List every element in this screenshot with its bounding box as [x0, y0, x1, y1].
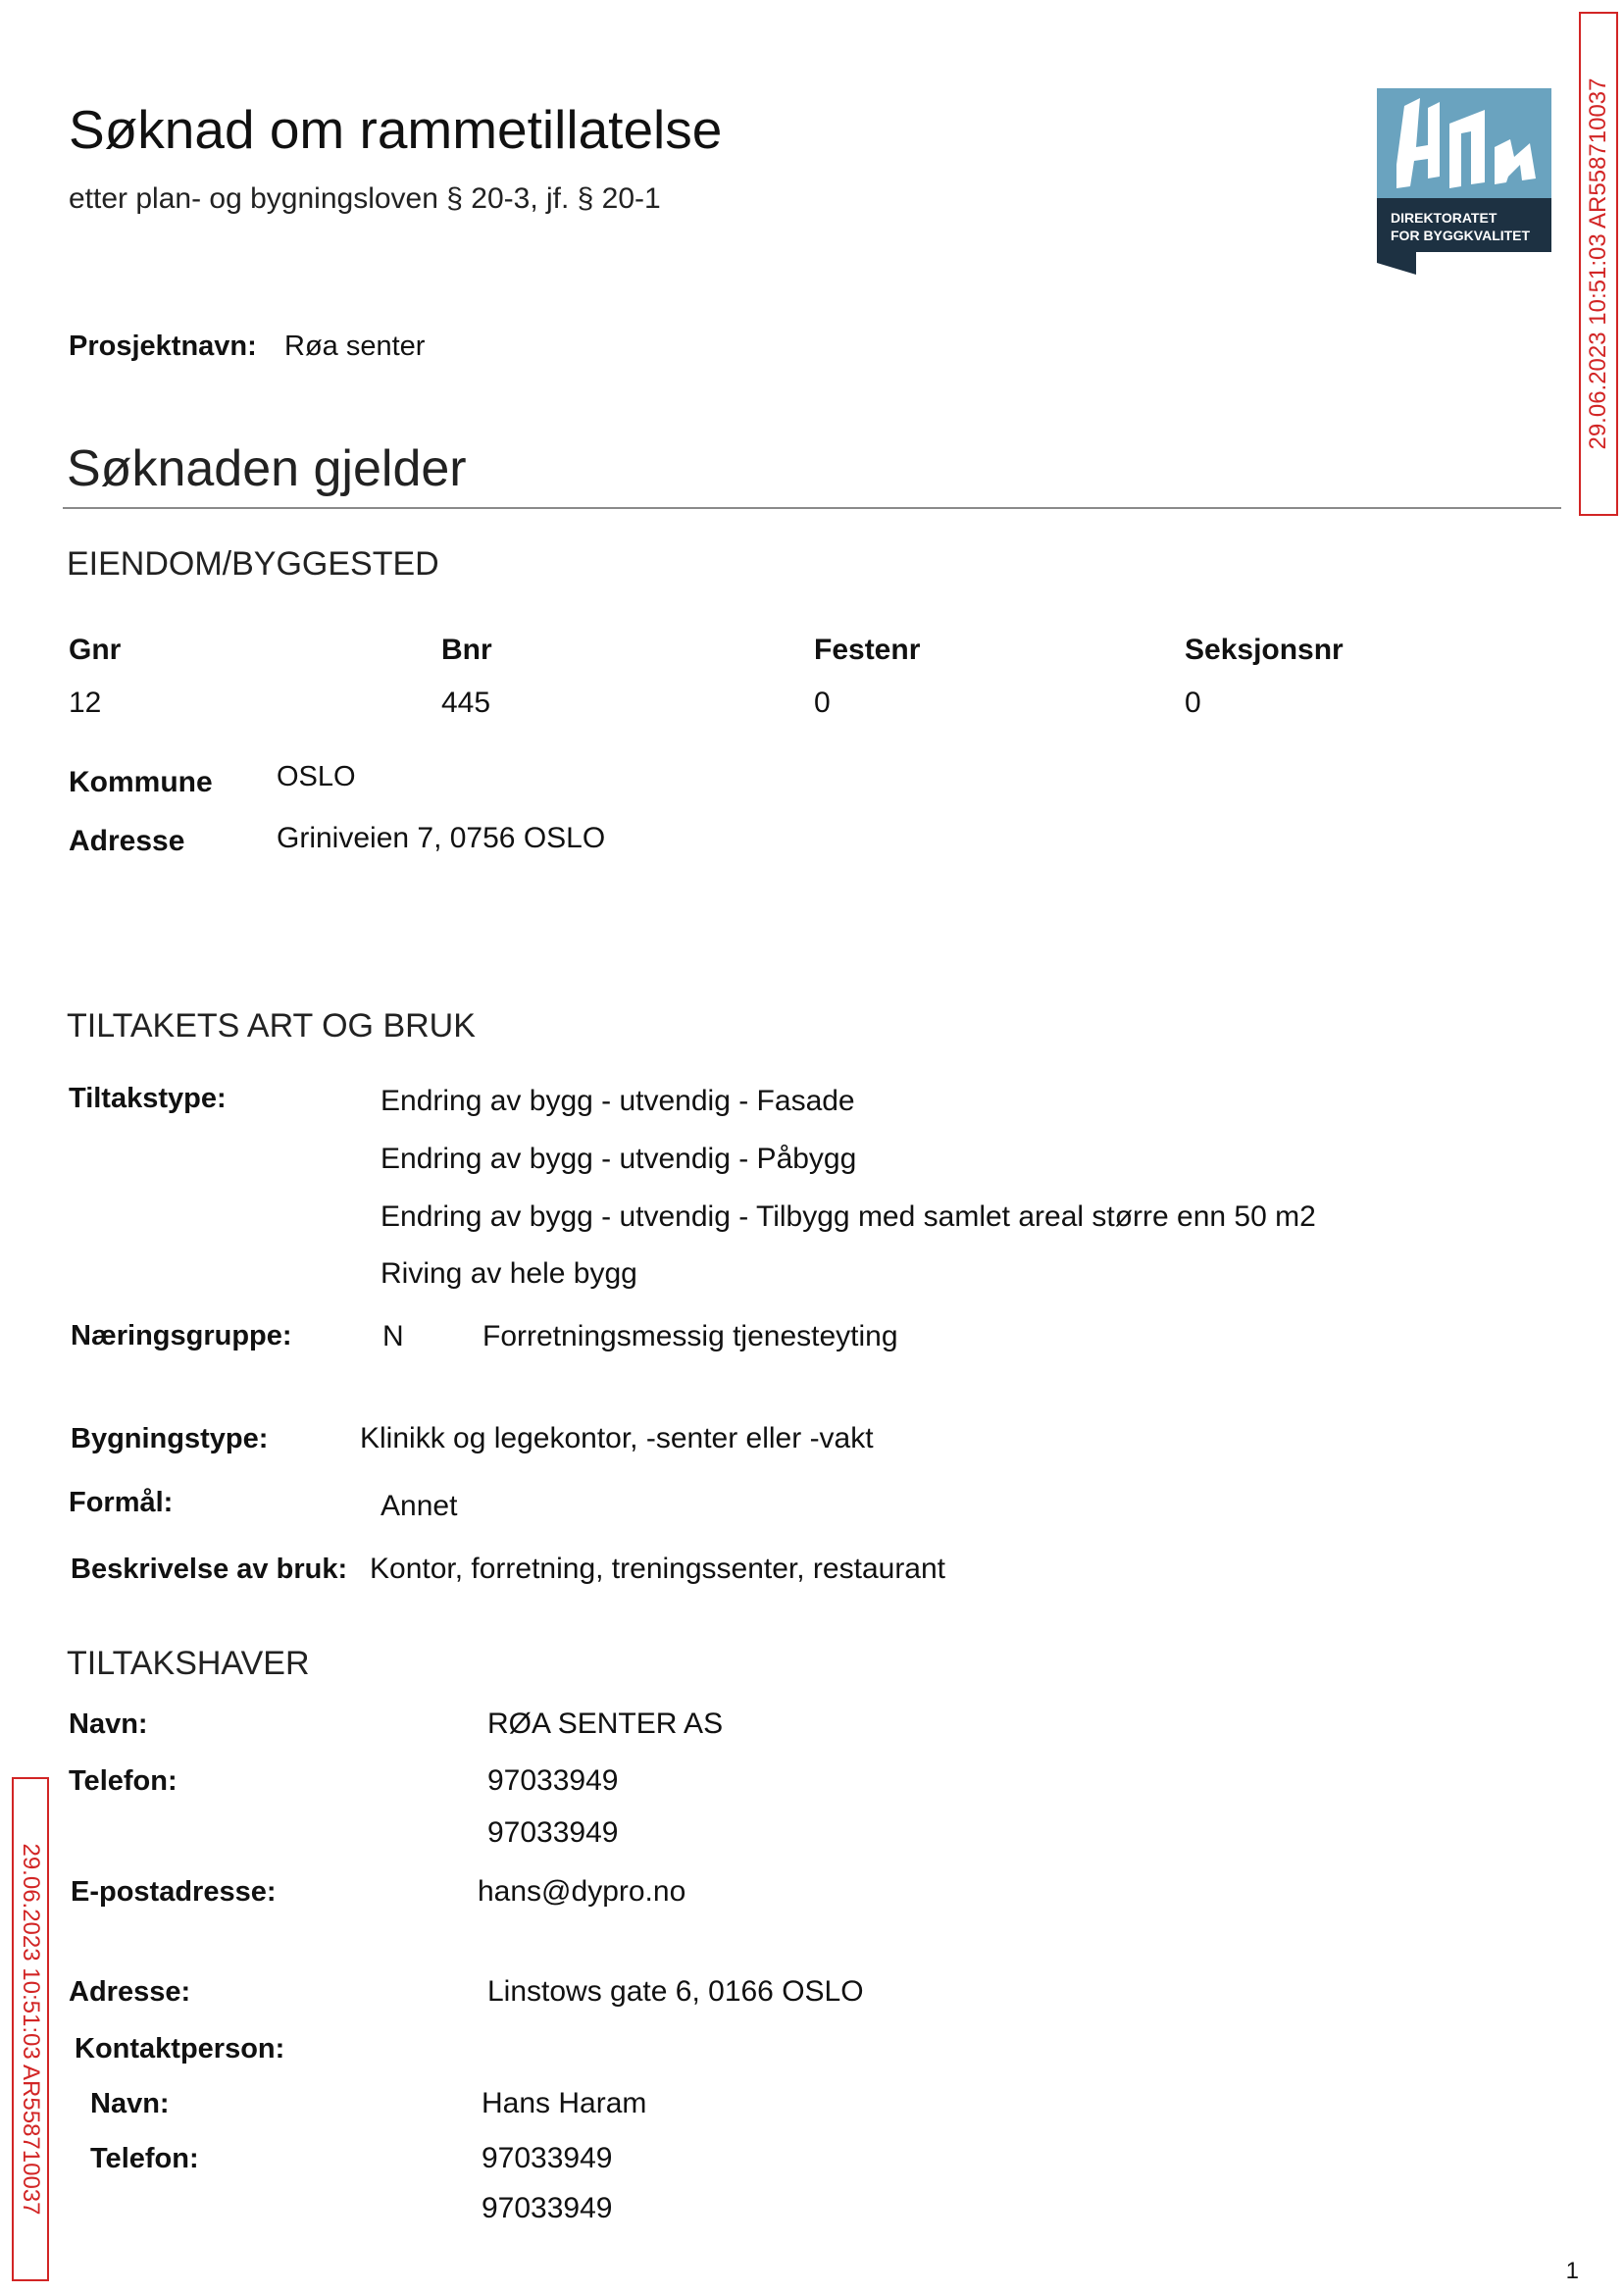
naeringsgruppe-code: N	[382, 1320, 404, 1352]
kontakt-navn-label: Navn:	[90, 2088, 170, 2119]
naeringsgruppe-label: Næringsgruppe:	[71, 1320, 292, 1351]
epost-value: hans@dypro.no	[478, 1875, 686, 1908]
festenr-label: Festenr	[814, 634, 921, 666]
section-title: Søknaden gjelder	[67, 440, 467, 497]
beskrivelse-bruk-label: Beskrivelse av bruk:	[71, 1554, 348, 1585]
tiltak-heading: TILTAKETS ART OG BRUK	[67, 1007, 476, 1045]
formal-value: Annet	[381, 1490, 458, 1522]
naeringsgruppe-value: Forretningsmessig tjenesteyting	[482, 1320, 898, 1352]
kontaktperson-label: Kontaktperson:	[75, 2033, 285, 2065]
seksjonsnr-label: Seksjonsnr	[1185, 634, 1344, 666]
page-title: Søknad om rammetillatelse	[69, 99, 723, 160]
received-stamp-bottom	[12, 1777, 49, 2281]
tiltakstype-item: Endring av bygg - utvendig - Tilbygg med samlet areal større enn 50 m2	[381, 1200, 1316, 1233]
received-stamp-top	[1579, 12, 1618, 516]
bygningstype-value: Klinikk og legekontor, -senter eller -vakt	[360, 1422, 874, 1454]
tiltakshaver-adresse-label: Adresse:	[69, 1976, 191, 2008]
bnr-label: Bnr	[441, 634, 492, 666]
page-number: 1	[1565, 2258, 1579, 2284]
seksjonsnr-value: 0	[1185, 687, 1201, 719]
tiltakshaver-navn-value: RØA SENTER AS	[487, 1708, 724, 1740]
logo-line1: DIREKTORATET	[1391, 210, 1497, 226]
epost-label: E-postadresse:	[71, 1876, 277, 1908]
project-value: Røa senter	[284, 331, 426, 362]
tiltakshaver-telefon-value: 97033949	[487, 1764, 619, 1797]
tiltakshaver-navn-label: Navn:	[69, 1708, 148, 1740]
festenr-value: 0	[814, 687, 831, 719]
gnr-value: 12	[69, 687, 102, 719]
project-label: Prosjektnavn:	[69, 331, 257, 362]
kontakt-navn-value: Hans Haram	[482, 2087, 647, 2119]
section-divider	[63, 507, 1561, 509]
tiltakshaver-heading: TILTAKSHAVER	[67, 1645, 310, 1682]
dibk-logo	[1377, 88, 1551, 275]
stamp-text: 29.06.2023 10:51:03 AR558710037	[1585, 77, 1611, 450]
kommune-label: Kommune	[69, 766, 213, 798]
beskrivelse-bruk-value: Kontor, forretning, treningssenter, restaurant	[370, 1553, 946, 1585]
adresse-value: Griniveien 7, 0756 OSLO	[277, 822, 606, 854]
adresse-label: Adresse	[69, 825, 185, 857]
logo-line2: FOR BYGGKVALITET	[1391, 228, 1531, 243]
tiltakshaver-telefon-value: 97033949	[487, 1816, 619, 1849]
tiltakstype-item: Riving av hele bygg	[381, 1257, 637, 1290]
bnr-value: 445	[441, 687, 491, 719]
bygningstype-label: Bygningstype:	[71, 1423, 269, 1454]
kommune-value: OSLO	[277, 761, 356, 792]
kontakt-telefon-value: 97033949	[482, 2142, 613, 2174]
eiendom-heading: EIENDOM/BYGGESTED	[67, 545, 439, 583]
page-subtitle: etter plan- og bygningsloven § 20-3, jf. § 20-1	[69, 182, 661, 215]
tiltakstype-item: Endring av bygg - utvendig - Fasade	[381, 1085, 855, 1117]
tiltakshaver-adresse-value: Linstows gate 6, 0166 OSLO	[487, 1975, 864, 2008]
gnr-label: Gnr	[69, 634, 122, 666]
tiltakstype-label: Tiltakstype:	[69, 1083, 227, 1114]
kontakt-telefon-label: Telefon:	[90, 2143, 199, 2174]
stamp-text: 29.06.2023 10:51:03 AR558710037	[18, 1843, 44, 2216]
kontakt-telefon-value: 97033949	[482, 2192, 613, 2224]
tiltakstype-item: Endring av bygg - utvendig - Påbygg	[381, 1143, 857, 1175]
formal-label: Formål:	[69, 1487, 174, 1518]
tiltakshaver-telefon-label: Telefon:	[69, 1765, 178, 1797]
